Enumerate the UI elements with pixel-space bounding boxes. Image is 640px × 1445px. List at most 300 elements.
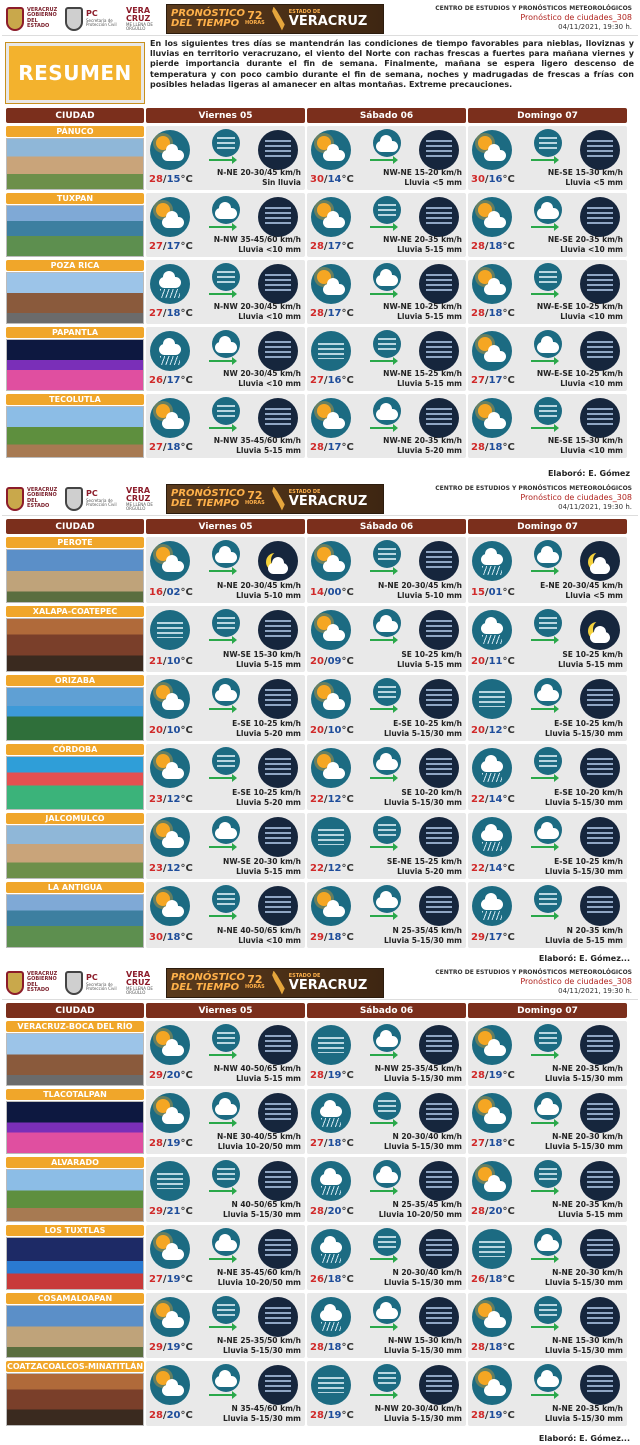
temp-max: 22	[471, 863, 485, 874]
temp-max: 23	[149, 794, 163, 805]
fog-rain-icon	[150, 610, 190, 650]
rain-text: Lluvia 5-15 mm	[558, 660, 623, 669]
bulletin-id: Pronóstico de ciudades_308	[520, 976, 632, 986]
temp-max: 20	[310, 725, 324, 736]
partly-cloudy-icon	[150, 1025, 190, 1065]
rain-text: Lluvia 5-15/30 mm	[222, 1414, 301, 1423]
city-cell	[6, 1293, 144, 1358]
cloud-rain-icon	[472, 541, 512, 581]
night-rain-icon	[419, 886, 459, 926]
wind-text: NW-SE 15-30 km/h	[223, 650, 301, 659]
wind-text: E-SE 10-25 km/h	[232, 788, 301, 797]
temp-min: 19	[327, 1070, 342, 1081]
wind-direction-icon	[370, 1394, 396, 1396]
partly-cloudy-icon	[311, 541, 351, 581]
day-forecast-cell	[468, 126, 627, 190]
temperature: 28/18°C	[471, 442, 515, 453]
wind-direction-icon	[531, 846, 557, 848]
wind-text: SE-NE 15-25 km/h	[386, 857, 462, 866]
gov-label: VERACRUZ GOBIERNO DEL ESTADO	[27, 487, 58, 509]
mist-icon	[212, 397, 240, 425]
temp-min: 17	[166, 241, 181, 252]
temp-unit: °C	[180, 863, 193, 874]
wind-text: N 25-35/45 km/h	[392, 1200, 462, 1209]
day-forecast-cell	[307, 1361, 466, 1426]
rain-text: Lluvia 5-15/30 mm	[383, 1142, 462, 1151]
temperature: 26/17°C	[149, 375, 193, 386]
wind-direction-icon	[370, 293, 396, 295]
wind-direction-icon	[209, 1394, 235, 1396]
mist-icon	[212, 1024, 240, 1052]
rain-text: Lluvia <10 mm	[560, 379, 623, 388]
rain-text: Lluvia 5-15/30 mm	[383, 1278, 462, 1287]
partly-cloudy-icon	[150, 1093, 190, 1133]
partly-cloudy-icon	[150, 886, 190, 926]
temp-unit: °C	[502, 932, 515, 943]
night-rain-icon	[580, 1161, 620, 1201]
wind-direction-icon	[531, 570, 557, 572]
day-forecast-cell	[307, 813, 466, 879]
city-column-header: CIUDAD	[6, 108, 144, 123]
temp-max: 28	[471, 1410, 485, 1421]
fog-rain-icon	[472, 1229, 512, 1269]
night-rain-icon	[419, 541, 459, 581]
temp-min: 10	[327, 725, 342, 736]
temp-min: 17	[327, 308, 342, 319]
temperature: 27/19°C	[149, 1274, 193, 1285]
wind-direction-icon	[531, 1258, 557, 1260]
city-row	[2, 882, 638, 948]
wind-text: E-SE 10-25 km/h	[393, 719, 462, 728]
temp-max: 26	[149, 375, 163, 386]
temp-unit: °C	[180, 442, 193, 453]
temp-min: 12	[327, 863, 342, 874]
temperature: 28/19°C	[149, 1138, 193, 1149]
pc-sub: Secretaría de Protección Civil	[86, 981, 117, 991]
temp-min: 16	[488, 174, 503, 185]
city-photo	[6, 549, 144, 603]
temperature: 22/14°C	[471, 794, 515, 805]
temperature: 27/18°C	[149, 442, 193, 453]
wind-text: NW-E-SE 10-25 km/h	[536, 302, 623, 311]
gov-logo	[6, 971, 61, 995]
temp-unit: °C	[180, 587, 193, 598]
day-forecast-cell	[307, 394, 466, 458]
wind-direction-icon	[370, 570, 396, 572]
day-forecast-cell	[146, 126, 305, 190]
veracruz-map-icon	[271, 487, 285, 511]
rain-text: Lluvia 5-15/30 mm	[222, 1210, 301, 1219]
cloud-rain-icon	[150, 331, 190, 371]
temp-min: 15	[166, 174, 181, 185]
night-rain-icon	[258, 748, 298, 788]
rain-text: Lluvia <5 mm	[565, 178, 623, 187]
cloud-rain-icon	[472, 748, 512, 788]
rain-text: Lluvia 5-15/30 mm	[544, 1414, 623, 1423]
temp-min: 14	[488, 863, 503, 874]
wind-text: E-SE 10-20 km/h	[554, 788, 623, 797]
wind-text: NW-E-SE 10-25 km/h	[536, 369, 623, 378]
temp-min: 19	[166, 1274, 181, 1285]
day-forecast-cell	[468, 193, 627, 257]
day-forecast-cell	[468, 744, 627, 810]
banner-state: VERACRUZ	[288, 493, 368, 509]
banner-state-label: ESTADO DE	[288, 972, 321, 979]
city-row	[2, 1089, 638, 1154]
temperature: 20/10°C	[310, 725, 354, 736]
temp-min: 00	[327, 587, 342, 598]
day-forecast-cell	[146, 1157, 305, 1222]
temperature: 29/21°C	[149, 1206, 193, 1217]
night-rain-icon	[580, 398, 620, 438]
rain-text: Lluvia 5-15/30 mm	[222, 1346, 301, 1355]
temp-max: 20	[471, 725, 485, 736]
pc-logo	[65, 971, 120, 995]
centro-label: CENTRO DE ESTUDIOS Y PRONÓSTICOS METEOROLÓGICOS	[435, 485, 632, 493]
temp-min: 12	[166, 863, 181, 874]
day-forecast-cell	[468, 813, 627, 879]
temp-max: 27	[149, 241, 163, 252]
night-rain-icon	[419, 331, 459, 371]
day-forecast-cell	[146, 1225, 305, 1290]
night-rain-icon	[580, 1025, 620, 1065]
cloud-icon	[212, 816, 240, 844]
rain-text: Lluvia 5-15/30 mm	[383, 1346, 462, 1355]
mist-icon	[212, 129, 240, 157]
night-rain-icon	[258, 130, 298, 170]
pc-label: PC	[86, 9, 98, 19]
temperature: 27/17°C	[149, 241, 193, 252]
summary-section	[2, 36, 638, 108]
temperature: 27/16°C	[310, 375, 354, 386]
cloud-icon	[534, 678, 562, 706]
temp-unit: °C	[180, 794, 193, 805]
wind-direction-icon	[209, 639, 235, 641]
temp-max: 28	[310, 241, 324, 252]
wind-direction-icon	[370, 1326, 396, 1328]
city-cell	[6, 1225, 144, 1290]
wind-text: N 20-35 km/h	[566, 926, 623, 935]
pc-label: PC	[86, 973, 98, 983]
partly-cloudy-icon	[472, 130, 512, 170]
city-name: POZA RICA	[6, 260, 144, 271]
vera-logo	[126, 6, 160, 32]
day-forecast-cell	[468, 606, 627, 672]
day-forecast-cell	[468, 1361, 627, 1426]
partly-cloudy-icon	[472, 197, 512, 237]
wind-direction-icon	[370, 159, 396, 161]
cloud-icon	[373, 747, 401, 775]
night-rain-icon	[419, 197, 459, 237]
temp-unit: °C	[502, 174, 515, 185]
temperature: 30/16°C	[471, 174, 515, 185]
night-rain-icon	[258, 1025, 298, 1065]
wind-direction-icon	[209, 1122, 235, 1124]
day-column-header: Domingo 07	[468, 1003, 627, 1018]
wind-direction-icon	[531, 708, 557, 710]
temperature: 27/18°C	[310, 1138, 354, 1149]
wind-text: N-NE 30-40/55 km/h	[216, 1132, 301, 1141]
temp-max: 28	[310, 1410, 324, 1421]
city-cell	[6, 1361, 144, 1426]
vera-sub: ME LLENA DE ORGULLO	[126, 21, 153, 31]
temp-max: 27	[471, 1138, 485, 1149]
temp-min: 18	[166, 442, 181, 453]
temperature: 28/18°C	[471, 241, 515, 252]
night-rain-icon	[580, 748, 620, 788]
city-row	[2, 1021, 638, 1086]
temp-max: 30	[310, 174, 324, 185]
temp-max: 16	[149, 587, 163, 598]
rain-text: Lluvia <5 mm	[565, 591, 623, 600]
city-cell	[6, 327, 144, 391]
partly-cloudy-icon	[311, 398, 351, 438]
temp-max: 28	[471, 1206, 485, 1217]
cloud-icon	[212, 1364, 240, 1392]
city-row	[2, 1361, 638, 1426]
rain-text: Lluvia 5-15/30 mm	[544, 798, 623, 807]
temperature: 29/19°C	[149, 1342, 193, 1353]
night-rain-icon	[258, 1297, 298, 1337]
wind-text: N-NE 20-30 km/h	[552, 1132, 623, 1141]
forecast-table	[2, 1003, 638, 1426]
temp-max: 29	[149, 1342, 163, 1353]
rain-text: Lluvia 10-20/50 mm	[217, 1142, 301, 1151]
mist-icon	[534, 397, 562, 425]
day-column-header: Domingo 07	[468, 108, 627, 123]
temp-unit: °C	[341, 375, 354, 386]
city-photo	[6, 687, 144, 741]
wind-text: N-NE 20-30/45 km/h	[216, 581, 301, 590]
mist-icon	[212, 1160, 240, 1188]
temp-min: 18	[488, 1138, 503, 1149]
forecast-panel	[2, 966, 638, 1443]
bulletin-id: Pronóstico de ciudades_308	[520, 12, 632, 22]
day-forecast-cell	[146, 744, 305, 810]
cloud-icon	[373, 1160, 401, 1188]
mist-icon	[373, 330, 401, 358]
night-rain-icon	[419, 679, 459, 719]
city-name: TLACOTALPAN	[6, 1089, 144, 1100]
night-rain-icon	[580, 331, 620, 371]
temperature: 28/19°C	[471, 1070, 515, 1081]
banner-hours-label: HORAS	[245, 20, 265, 27]
city-column-header: CIUDAD	[6, 1003, 144, 1018]
day-forecast-cell	[146, 260, 305, 324]
vera-label: VERA CRUZ	[126, 485, 151, 503]
bulletin-date: 04/11/2021, 19:30 h.	[558, 502, 632, 511]
city-cell	[6, 260, 144, 324]
day-forecast-cell	[307, 537, 466, 603]
night-rain-icon	[258, 817, 298, 857]
temp-unit: °C	[502, 442, 515, 453]
wind-direction-icon	[531, 1054, 557, 1056]
mist-icon	[534, 129, 562, 157]
wind-direction-icon	[531, 427, 557, 429]
temp-unit: °C	[502, 1342, 515, 1353]
day-forecast-cell	[307, 606, 466, 672]
mist-icon	[534, 747, 562, 775]
wind-direction-icon	[370, 639, 396, 641]
temp-min: 09	[327, 656, 342, 667]
city-cell	[6, 394, 144, 458]
mist-icon	[212, 263, 240, 291]
day-forecast-cell	[468, 260, 627, 324]
temp-max: 27	[149, 308, 163, 319]
night-rain-icon	[258, 610, 298, 650]
partly-cloudy-icon	[311, 610, 351, 650]
night-rain-icon	[258, 886, 298, 926]
temp-unit: °C	[341, 1342, 354, 1353]
temp-max: 28	[471, 308, 485, 319]
city-name: COSAMALOAPAN	[6, 1293, 144, 1304]
temp-unit: °C	[180, 241, 193, 252]
temp-max: 28	[471, 241, 485, 252]
wind-direction-icon	[370, 777, 396, 779]
city-name: ALVARADO	[6, 1157, 144, 1168]
temperature: 30/14°C	[310, 174, 354, 185]
banner-hours: 72	[247, 973, 263, 987]
city-row	[2, 744, 638, 810]
vera-label: VERA CRUZ	[126, 5, 151, 23]
temp-max: 27	[310, 1138, 324, 1149]
city-photo	[6, 1033, 144, 1086]
partly-cloudy-icon	[150, 1297, 190, 1337]
night-rain-icon	[258, 679, 298, 719]
moon-icon	[580, 610, 620, 650]
city-photo	[6, 825, 144, 879]
wind-text: NW 20-30/45 km/h	[223, 369, 301, 378]
day-forecast-cell	[468, 537, 627, 603]
rain-text: Lluvia 5-15 mm	[236, 1074, 301, 1083]
partly-cloudy-icon	[311, 197, 351, 237]
mist-icon	[373, 196, 401, 224]
rain-text: Lluvia <10 mm	[560, 312, 623, 321]
wind-direction-icon	[370, 1122, 396, 1124]
banner-state: VERACRUZ	[288, 13, 368, 29]
temperature: 20/09°C	[310, 656, 354, 667]
temp-unit: °C	[341, 1410, 354, 1421]
cloud-icon	[373, 263, 401, 291]
rain-text: Lluvia 5-15/30 mm	[383, 1074, 462, 1083]
moon-icon	[258, 541, 298, 581]
partly-cloudy-icon	[472, 398, 512, 438]
day-forecast-cell	[146, 537, 305, 603]
day-column-header: Sábado 06	[307, 1003, 466, 1018]
temp-unit: °C	[341, 725, 354, 736]
temp-min: 12	[327, 794, 342, 805]
temp-min: 18	[488, 1274, 503, 1285]
rain-text: Lluvia 10-20/50 mm	[378, 1210, 462, 1219]
night-rain-icon	[419, 1161, 459, 1201]
temperature: 21/10°C	[149, 656, 193, 667]
city-row	[2, 1225, 638, 1290]
temp-min: 01	[488, 587, 503, 598]
wind-text: N-NE 25-35/50 km/h	[216, 1336, 301, 1345]
rain-text: Lluvia 5-15/30 mm	[544, 1346, 623, 1355]
partly-cloudy-icon	[150, 541, 190, 581]
banner-title: PRONÓSTICO DEL TIEMPO	[171, 972, 245, 993]
wind-text: NW-NE 15-20 km/h	[383, 168, 462, 177]
city-photo	[6, 1101, 144, 1154]
wind-direction-icon	[531, 226, 557, 228]
cloud-rain-icon	[311, 1229, 351, 1269]
temp-unit: °C	[180, 656, 193, 667]
banner-hours: 72	[247, 489, 263, 503]
temp-max: 23	[149, 863, 163, 874]
temp-min: 18	[488, 241, 503, 252]
night-rain-icon	[419, 1365, 459, 1405]
wind-text: N-NE 40-50/65 km/h	[216, 926, 301, 935]
title-banner	[166, 484, 384, 514]
day-forecast-cell	[468, 882, 627, 948]
day-forecast-cell	[468, 1293, 627, 1358]
day-forecast-cell	[468, 1225, 627, 1290]
fog-rain-icon	[472, 679, 512, 719]
night-rain-icon	[419, 610, 459, 650]
moon-icon	[580, 541, 620, 581]
temp-unit: °C	[502, 241, 515, 252]
city-name: TECOLUTLA	[6, 394, 144, 405]
cloud-icon	[373, 129, 401, 157]
city-name: ORIZABA	[6, 675, 144, 686]
night-rain-icon	[419, 264, 459, 304]
night-rain-icon	[580, 817, 620, 857]
temperature: 27/18°C	[149, 308, 193, 319]
temp-min: 11	[488, 656, 503, 667]
civil-protection-crest-icon	[65, 971, 83, 995]
city-cell	[6, 193, 144, 257]
city-photo	[6, 339, 144, 391]
banner-hours: 72	[247, 9, 263, 23]
city-cell	[6, 675, 144, 741]
city-row	[2, 1157, 638, 1222]
partly-cloudy-icon	[311, 886, 351, 926]
day-forecast-cell	[307, 126, 466, 190]
day-forecast-cell	[307, 882, 466, 948]
temp-unit: °C	[341, 1070, 354, 1081]
wind-direction-icon	[209, 1054, 235, 1056]
temperature: 28/18°C	[471, 308, 515, 319]
city-row	[2, 126, 638, 190]
fog-rain-icon	[311, 1365, 351, 1405]
rain-text: Lluvia <5 mm	[404, 178, 462, 187]
temperature: 22/14°C	[471, 863, 515, 874]
table-header	[2, 519, 638, 534]
cloud-rain-icon	[150, 264, 190, 304]
cloud-icon	[212, 678, 240, 706]
wind-direction-icon	[209, 360, 235, 362]
cloud-icon	[534, 540, 562, 568]
temperature: 28/18°C	[310, 1342, 354, 1353]
temp-min: 17	[488, 375, 503, 386]
centro-label: CENTRO DE ESTUDIOS Y PRONÓSTICOS METEOROLÓGICOS	[435, 5, 632, 13]
partly-cloudy-icon	[150, 130, 190, 170]
wind-direction-icon	[370, 708, 396, 710]
forecast-panel	[2, 2, 638, 478]
temperature: 27/18°C	[471, 1138, 515, 1149]
temp-min: 17	[327, 442, 342, 453]
banner-state: VERACRUZ	[288, 977, 368, 993]
temperature: 28/19°C	[310, 1070, 354, 1081]
gov-label: VERACRUZ GOBIERNO DEL ESTADO	[27, 971, 58, 993]
bulletin-date: 04/11/2021, 19:30 h.	[558, 22, 632, 31]
temp-unit: °C	[180, 1070, 193, 1081]
temperature: 27/17°C	[471, 375, 515, 386]
partly-cloudy-icon	[150, 679, 190, 719]
rain-text: Lluvia 5-10 mm	[236, 591, 301, 600]
temp-unit: °C	[502, 587, 515, 598]
